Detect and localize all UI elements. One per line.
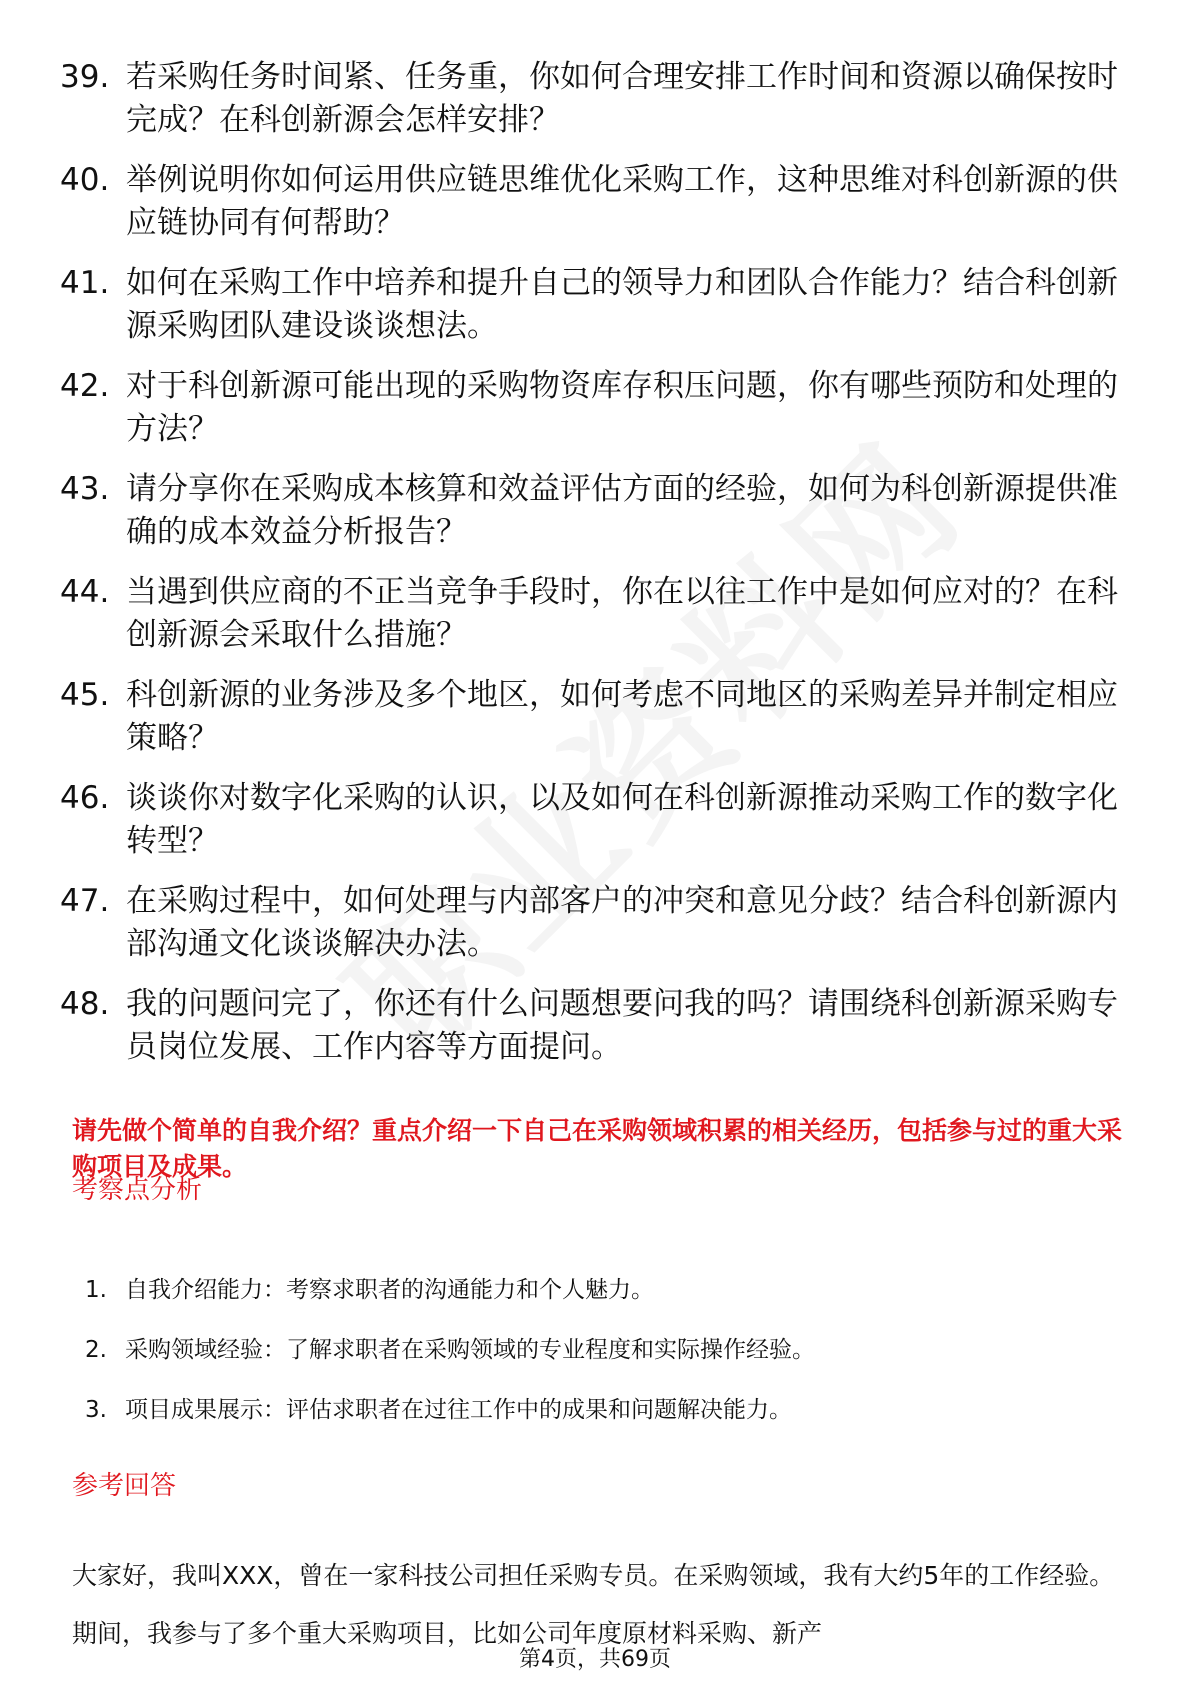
question-item: [60, 56, 1120, 142]
question-text: 若采购任务时间紧、任务重，你如何合理安排工作时间和资源以确保按时完成？在科创新源会怎样安排？: [126, 59, 1118, 138]
question-number: 47.: [60, 883, 110, 919]
highlight-question: 请先做个简单的自我介绍？重点介绍一下自己在采购领域积累的相关经历，包括参与过的重大采购项目及成果。: [72, 1116, 1123, 1181]
question-number: 46.: [60, 780, 110, 816]
question-item: [60, 983, 1120, 1069]
point-text: 采购领域经验：了解求职者在采购领域的专业程度和实际操作经验。: [125, 1337, 815, 1363]
point-number: 3.: [85, 1397, 107, 1423]
question-list: [60, 56, 1120, 1086]
question-text: 我的问题问完了，你还有什么问题想要问我的吗？请围绕科创新源采购专员岗位发展、工作内容等方面提问。: [126, 986, 1118, 1065]
question-text: 科创新源的业务涉及多个地区，如何考虑不同地区的采购差异并制定相应策略？: [126, 677, 1118, 756]
analysis-point: [85, 1333, 1125, 1367]
question-item: [60, 159, 1120, 245]
point-text: 自我介绍能力：考察求职者的沟通能力和个人魅力。: [125, 1277, 654, 1303]
question-item: [60, 777, 1120, 863]
analysis-points: [85, 1273, 1125, 1453]
question-item: [60, 571, 1120, 657]
question-text: 如何在采购工作中培养和提升自己的领导力和团队合作能力？结合科创新源采购团队建设谈谈想法。: [126, 265, 1118, 344]
question-item: [60, 674, 1120, 760]
analysis-title: 考察点分析: [72, 1175, 203, 1205]
question-number: 48.: [60, 986, 110, 1022]
point-number: 1.: [85, 1277, 107, 1303]
reference-title: 参考回答: [72, 1471, 177, 1501]
question-item: [60, 880, 1120, 966]
question-text: 举例说明你如何运用供应链思维优化采购工作，这种思维对科创新源的供应链协同有何帮助？: [126, 162, 1118, 241]
page-footer: 第4页，共69页: [519, 1647, 671, 1672]
analysis-point: [85, 1273, 1125, 1307]
question-number: 45.: [60, 677, 110, 713]
point-number: 2.: [85, 1337, 107, 1363]
question-text: 当遇到供应商的不正当竞争手段时，你在以往工作中是如何应对的？在科创新源会采取什么措施？: [126, 574, 1118, 653]
question-text: 谈谈你对数字化采购的认识，以及如何在科创新源推动采购工作的数字化转型？: [126, 780, 1118, 859]
question-number: 40.: [60, 162, 110, 198]
point-text: 项目成果展示：评估求职者在过往工作中的成果和问题解决能力。: [125, 1397, 792, 1423]
question-number: 43.: [60, 471, 110, 507]
question-text: 在采购过程中，如何处理与内部客户的冲突和意见分歧？结合科创新源内部沟通文化谈谈解决办法。: [126, 883, 1118, 962]
analysis-point: [85, 1393, 1125, 1427]
question-item: [60, 262, 1120, 348]
question-text: 请分享你在采购成本核算和效益评估方面的经验，如何为科创新源提供准确的成本效益分析报告？: [126, 471, 1118, 550]
question-item: [60, 365, 1120, 451]
question-number: 39.: [60, 59, 110, 95]
question-number: 44.: [60, 574, 110, 610]
question-number: 41.: [60, 265, 110, 301]
question-item: [60, 468, 1120, 554]
question-text: 对于科创新源可能出现的采购物资库存积压问题，你有哪些预防和处理的方法？: [126, 368, 1118, 447]
reference-answer: 大家好，我叫XXX，曾在一家科技公司担任采购专员。在采购领域，我有大约5年的工作经验。期间，我参与了多个重大采购项目，比如公司年度原材料采购、新产: [72, 1561, 1115, 1648]
question-number: 42.: [60, 368, 110, 404]
